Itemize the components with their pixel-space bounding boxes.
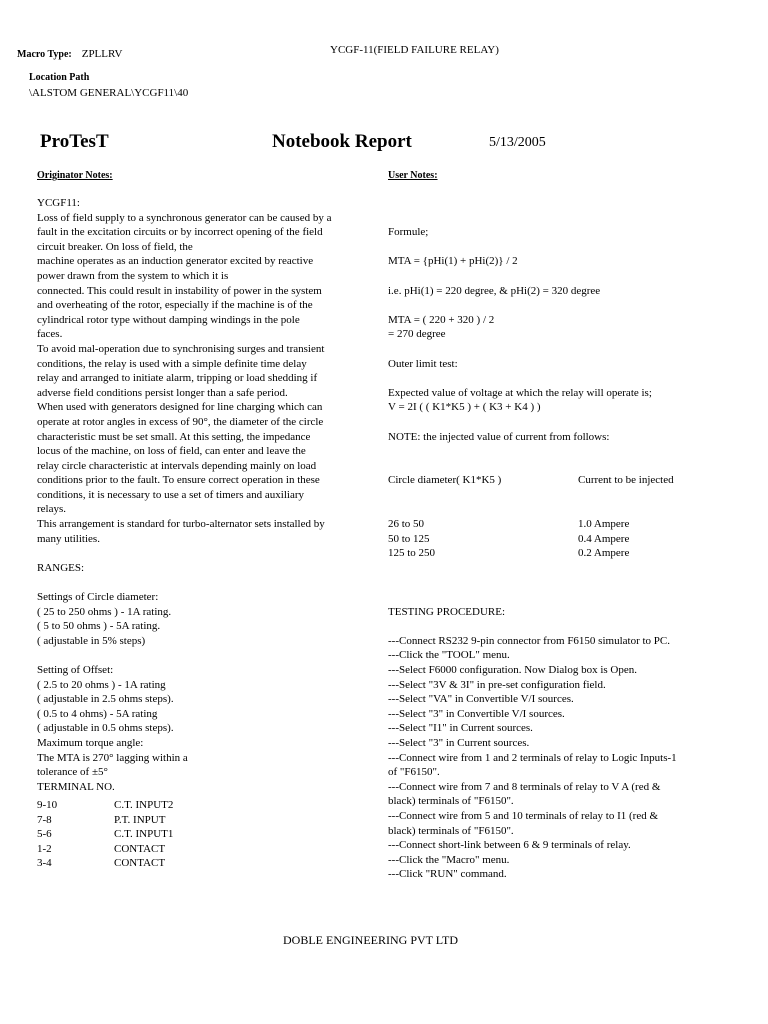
diameter-range: 50 to 125	[388, 532, 430, 545]
footer-company: DOBLE ENGINEERING PVT LTD	[283, 933, 458, 947]
macro-type-value: ZPLLRV	[81, 48, 123, 60]
injected-current: 0.4 Ampere	[578, 532, 630, 545]
originator-line: When used with generators designed for line charging which can	[37, 401, 323, 414]
user-note-line: ---Connect short-link between 6 & 9 terminals of relay.	[388, 839, 631, 852]
user-note-line: Expected value of voltage at which the relay will operate is;	[388, 386, 652, 399]
current-table-row	[388, 517, 758, 532]
terminal-table	[37, 798, 382, 871]
originator-line: Maximum torque angle:	[37, 736, 144, 749]
user-note-line: ---Select "3" in Convertible V/I sources.	[388, 707, 565, 720]
user-notes	[388, 196, 758, 897]
macro-type-label: Macro Type:	[17, 49, 72, 60]
user-note-line: ---Click the "TOOL" menu.	[388, 649, 510, 662]
location-path: \ALSTOM GENERAL\YCGF11\40	[29, 87, 189, 99]
user-note-line: ---Select "I1" in Current sources.	[388, 722, 533, 735]
originator-notes	[37, 196, 382, 794]
originator-notes-label: Originator Notes:	[37, 170, 113, 181]
current-table-header	[388, 473, 758, 488]
report-date: 5/13/2005	[489, 135, 546, 150]
originator-line: connected. This could result in instability of power in the system	[37, 284, 322, 297]
user-note-line: Formule;	[388, 226, 429, 239]
terminal-name: C.T. INPUT1	[114, 828, 174, 841]
terminal-name: C.T. INPUT2	[114, 799, 174, 811]
user-note-line: black) terminals of "F6150".	[388, 795, 514, 808]
diameter-range: 125 to 250	[388, 547, 436, 560]
originator-line: operate at rotor angles in excess of 90°, the diameter of the circle	[37, 415, 324, 428]
terminal-number: 3-4	[37, 857, 52, 870]
originator-line: Setting of Offset:	[37, 664, 114, 676]
user-note-line	[388, 415, 758, 430]
terminal-name: P.T. INPUT	[114, 813, 166, 826]
user-note-line: ---Select "3" in Current sources.	[388, 736, 530, 749]
user-note-line: ---Connect wire from 5 and 10 terminals of relay to I1 (red &	[388, 809, 659, 822]
user-note-line	[388, 240, 758, 255]
current-table-row	[388, 546, 758, 561]
brand-title: ProTesT	[40, 131, 109, 152]
user-note-line: black) terminals of "F6150".	[388, 824, 514, 837]
user-note-line: V = 2I ( ( K1*K5 ) + ( K3 + K4 ) )	[388, 401, 541, 414]
originator-line: ( adjustable in 5% steps)	[37, 634, 146, 647]
originator-line: fault in the excitation circuits or by incorrect opening of the field	[37, 226, 323, 239]
originator-line: locus of the machine, on loss of field, can enter and leave the	[37, 445, 306, 458]
user-note-line: ---Connect RS232 9-pin connector from F6150 simulator to PC.	[388, 634, 670, 647]
user-note-line: i.e. pHi(1) = 220 degree, & pHi(2) = 320 degree	[388, 284, 601, 297]
originator-line: RANGES:	[37, 561, 85, 574]
originator-line: relay and arranged to initiate alarm, tripping or load shedding if	[37, 372, 318, 385]
user-note-line: TESTING PROCEDURE:	[388, 605, 506, 618]
user-note-line: MTA = ( 220 + 320 ) / 2	[388, 313, 495, 326]
current-table-col1: Circle diameter( K1*K5 )	[388, 474, 502, 487]
user-note-line	[388, 619, 758, 634]
user-note-line: = 270 degree	[388, 328, 446, 341]
terminal-number: 9-10	[37, 799, 58, 811]
user-note-line: ---Click "RUN" command.	[388, 868, 507, 881]
terminal-name: CONTACT	[114, 842, 166, 855]
originator-line: tolerance of ±5°	[37, 766, 108, 779]
user-note-line: ---Click the "Macro" menu.	[388, 853, 510, 866]
originator-line: Settings of Circle diameter:	[37, 591, 159, 604]
user-note-line	[388, 298, 758, 313]
terminal-row	[37, 842, 382, 857]
user-note-line: ---Connect wire from 1 and 2 terminals of relay to Logic Inputs-1	[388, 751, 677, 764]
originator-line: ( 0.5 to 4 ohms) - 5A rating	[37, 707, 158, 720]
originator-line: conditions, it is necessary to use a set of timers and auxiliary	[37, 488, 304, 501]
originator-line: The MTA is 270° lagging within a	[37, 751, 188, 764]
user-note-line: ---Select "3V & 3I" in pre-set configuration field.	[388, 678, 606, 691]
user-note-line: ---Select F6000 configuration. Now Dialog box is Open.	[388, 664, 637, 676]
originator-line: To avoid mal-operation due to synchronising surges and transient	[37, 342, 325, 355]
originator-line	[37, 575, 382, 590]
originator-line: ( 2.5 to 20 ohms ) - 1A rating	[37, 678, 166, 691]
terminal-name: CONTACT	[114, 857, 166, 870]
user-notes-label: User Notes:	[388, 170, 438, 181]
originator-line: adverse field conditions persist longer than a safe period.	[37, 386, 288, 399]
terminal-row	[37, 813, 382, 828]
originator-line: cylindrical rotor type without damping windings in the pole	[37, 313, 300, 326]
originator-line: conditions, the relay is used with a simple definite time delay	[37, 357, 307, 370]
user-note-line: ---Select "VA" in Convertible V/I sources.	[388, 693, 574, 706]
originator-line: and overheating of the rotor, especially if the machine is of the	[37, 299, 313, 312]
current-table-row	[388, 532, 758, 547]
terminal-row	[37, 798, 382, 813]
originator-line: ( adjustable in 2.5 ohms steps).	[37, 693, 174, 706]
macro-type-row	[17, 44, 122, 62]
originator-line: ( adjustable in 0.5 ohms steps).	[37, 722, 174, 735]
originator-line: conditions prior to the fault. To ensure correct operation in these	[37, 474, 320, 487]
originator-line: ( 5 to 50 ohms ) - 5A rating.	[37, 620, 161, 633]
originator-line: circuit breaker. On loss of field, the	[37, 240, 193, 253]
user-note-line: NOTE: the injected value of current from follows:	[388, 430, 610, 443]
injected-current: 0.2 Ampere	[578, 547, 630, 560]
originator-line	[37, 546, 382, 561]
terminal-number: 1-2	[37, 842, 52, 855]
user-note-line: of "F6150".	[388, 766, 440, 779]
originator-line: YCGF11:	[37, 197, 80, 209]
originator-line: Loss of field supply to a synchronous generator can be caused by a	[37, 211, 332, 224]
user-note-line: MTA = {pHi(1) + pHi(2)} / 2	[388, 255, 518, 268]
originator-line: relays.	[37, 503, 67, 516]
user-note-line	[388, 371, 758, 386]
originator-line: TERMINAL NO.	[37, 780, 115, 793]
terminal-number: 5-6	[37, 828, 52, 841]
originator-line: power drawn from the system to which it is	[37, 269, 229, 282]
terminal-row	[37, 827, 382, 842]
originator-line	[37, 648, 382, 663]
originator-line: many utilities.	[37, 532, 100, 545]
user-note-line	[388, 342, 758, 357]
terminal-row	[37, 856, 382, 871]
originator-line: characteristic must be set small. At this setting, the impedance	[37, 430, 311, 443]
location-label: Location Path	[29, 72, 90, 83]
originator-line: ( 25 to 250 ohms ) - 1A rating.	[37, 605, 172, 618]
user-note-line	[388, 590, 758, 605]
originator-line: machine operates as an induction generator excited by reactive	[37, 255, 314, 268]
originator-line: faces.	[37, 328, 63, 341]
user-note-line: Outer limit test:	[388, 357, 458, 370]
user-note-line: ---Connect wire from 7 and 8 terminals of relay to V A (red &	[388, 780, 661, 793]
diameter-range: 26 to 50	[388, 518, 425, 531]
user-note-line	[388, 269, 758, 284]
originator-line: relay circle characteristic at intervals depending mainly on load	[37, 459, 317, 472]
report-title: Notebook Report	[272, 131, 412, 152]
current-table-col2: Current to be injected	[578, 474, 674, 487]
relay-name: YCGF-11(FIELD FAILURE RELAY)	[330, 44, 499, 56]
terminal-number: 7-8	[37, 813, 52, 826]
originator-line: This arrangement is standard for turbo-alternator sets installed by	[37, 518, 325, 531]
injected-current: 1.0 Ampere	[578, 518, 630, 531]
